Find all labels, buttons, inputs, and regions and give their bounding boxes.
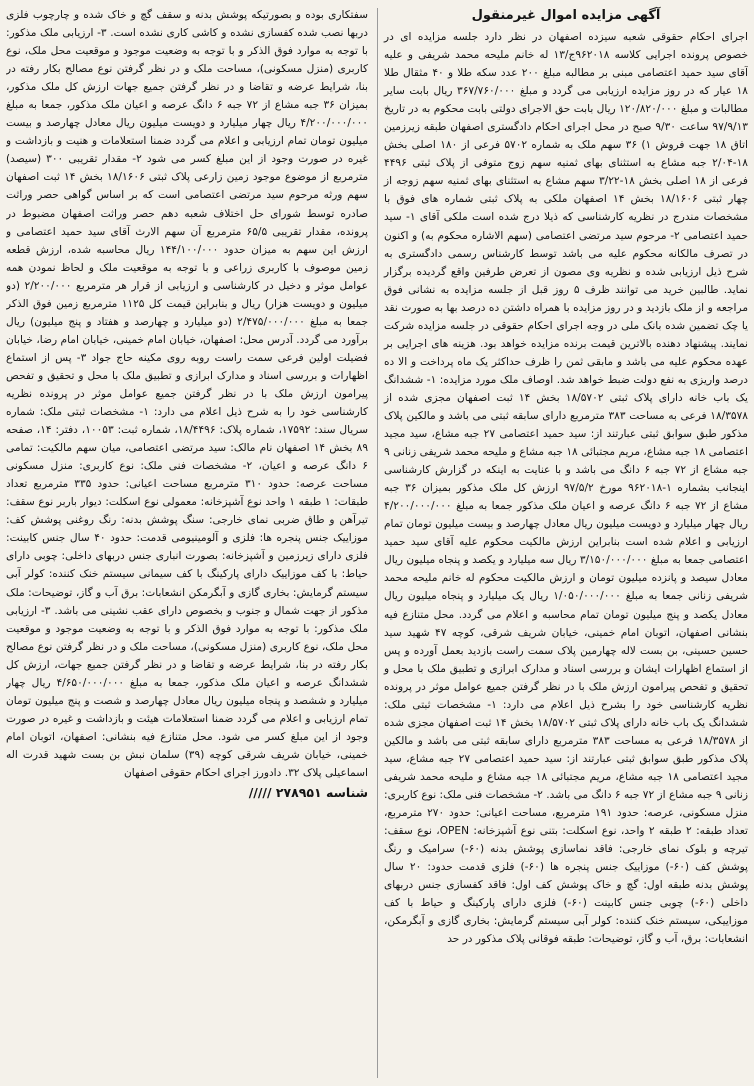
- notice-body-left: سفتکاری بوده و بصورتیکه پوشش بدنه و سقف گچ و خاک شده و چارچوب فلزی دربها نصب شده کفسازی نشده و کاشی کاری نشده است. ۳- ارزیابی ملک مذکور: با توجه به موارد فوق الذکر و با توجه به وضعیت موجود و موقعیت محل ملک، نوع کاربری (منزل مسکونی)، مساحت ملک و در نظر گرفتن نوع مصالح بکار رفته در بنا، شرایط عرضه و تقاضا و در نظر گرفتن جمیع جهات ارزش کل ملک مذکور، بمیزان ۳۶ جبه مشاع از ۷۲ جبه ۶ دانگ عرصه و اعیان ملک مذکور، جمعا به مبلغ ۴/۲۰۰/۰۰۰/۰۰۰ ریال چهار میلیارد و دویست میلیون ریال معادل چهارصد و بیست میلیون تومان تمام ارزیابی و اعلام می گردد ضمنا استعلامات و هنیت و بازداشت و غیره در صورت وجود از این مبلغ کسر می شود ۲- مقدار تقریبی ۳۰۰ (سیصد) مترمربع از موضوع موجود زمین زارعی پلاک ثبتی ۱۸/۱۶۰۶ بخش ۱۴ ثبت اصفهان سهم ورثه مرحوم سید مرتضی اعتصامی است که بر اساس گواهی حصر وراثت صادره توسط شورای حل اختلاف شعبه دهم حصر وراثت اصفهان مضبوط در پرونده، مقدار تقریبی ۶۵/۵ مترمربع آن سهم الارث آقای سید حمید اعتصامی و ارزش این سهم به میزان حدود ۱۴۴/۱۰۰/۰۰۰ ریال محاسبه شده، ارزش قطعه زمین موصوف با کاربری زراعی و با توجه به موقعیت ملک و لحاظ نمودن همه عوامل موثر و دخیل در کارشناسی و ارزیابی از قرار هر مترمربع ۲/۲۰۰/۰۰۰ (دو میلیون و دویست هزار) ریال و بنابراین قیمت کل ۱۱۲۵ مترمربع زمین فوق الذکر جمعا به مبلغ ۲/۴۷۵/۰۰۰/۰۰۰ (دو میلیارد و چهارصد و هفتاد و پنج میلیون) ریال برآورد می گردد. آدرس محل: اصفهان، خیابان امام خمینی، خیابان امام رضا، خیابان فضیلت اولین فرعی سمت راست روبه روی مکینه حاج جواد ۳- پس از استماع اظهارات و بررسی اسناد و مدارک ابرازی و تطبیق ملک با محل و تحقیق و تفحص پیرامون ارزش ملک با در نظر گرفتن جمیع عوامل موثر در پرونده نظریه کارشناسی خود را به شرح ذیل اعلام می دارد: ۱- مشخصات ثبتی ملک: شماره سریال سند: ۱۷۵۹۲، شماره پلاک: ۱۸/۴۴۹۶، شماره ثبت: ۱۰۰۵۳، دفتر: ۱۴، صفحه ۸۹ بخش ۱۴ اصفهان نام مالک: سید مرتضی اعتصامی، میان سهم مالکیت: تمامی ۶ دانگ عرصه و اعیان، ۲- مشخصات فنی ملک: نوع کاربری: منزل مسکونی مساحت عرصه: حدود ۳۱۰ مترمربع مساحت اعیانی: حدود ۳۳۵ مترمربع تعداد طبقات: ۱ طبقه ۱ واحد نوع آشپزخانه: معمولی نوع اسکلت: دیوار باربر نوع سقف: تیرآهن و طاق ضربی نمای خارجی: سنگ پوشش بدنه: رنگ روغنی پوشش کف: موزاییک جنس پنجره ها: فلزی و آلومینیومی قدمت: حدود ۴۰ سال جنس کابینت: فلزی دارای زیرزمین و آشپزخانه: بصورت انباری جنس دربهای داخلی: چوبی دارای حیاط: با کف موزاییک دارای پارکینگ با کف سیمانی سیستم خنک کننده: کولر آبی سیستم گرمایش: بخاری گازی و آبگرمکن انشعابات: برق آب و گاز، توضیحات: ملک مذکور از جهت شمال و جنوب و بخصوص دارای عقب نشینی می باشد. ۳- ارزیابی ملک مذکور: با توجه به موارد فوق الذکر و با توجه به وضعیت موجود و موقعیت محل ملک، نوع کاربری (منزل مسکونی)، مساحت ملک و در نظر گرفتن نوع مصالح بکار رفته در بنا، شرایط عرضه و تقاضا و در نظر گرفتن جمیع جهات، ارزش کل ششدانگ عرصه و اعیان ملک مذکور، جمعا به مبلغ ۴/۶۵۰/۰۰۰/۰۰۰ ریال چهار میلیارد و ششصد و پنجاه میلیون ریال معادل چهارصد و شصت و پنج میلیون تومان تمام ارزیابی و اعلام می گردد ضمنا استعلامات هیئت و بازداشت و غیره در صورت وجود از این مبلغ کسر می شود. محل متنازع فیه بنشانی: اصفهان، اتوبان امام خمینی، خیابان شریف شرقی کوچه (۳۹) سلمان نبش بن بست شهید قدرت اله اسماعیلی پلاک ۳۲. دادورز اجرای احکام حقوقی اصفهان: [6, 9, 369, 779]
- tracking-id: شناسه ۲۷۸۹۵۱ /////: [248, 785, 368, 801]
- notice-column-right: [380, 6, 748, 1080]
- notice-body-right: اجرای احکام حقوقی شعبه سیزده اصفهان در نظر دارد جلسه مزایده ای در خصوص پرونده اجرایی کلاسه ۹۶۲۰۱۸ج/۱۳ له خانم ملیحه محمد شریفی و علیه آقای سید حمید اعتصامی مبنی بر مطالبه مبلغ ۲۰۰ عدد سکه طلا و ۴۰ مثقال طلا ۱۸ عیار که در روز مزایده ارزیابی می گردد و مبلغ ۳۶۷/۷۶۰/۰۰۰ ریال بابت سایر مطالبات و مبلغ ۱۲۰/۸۲۰/۰۰۰ ریال بابت حق الاجرای دولتی بابت محکوم به در تاریخ ۹۷/۹/۱۳ ساعت ۹/۳۰ صبح در محل اجرای احکام دادگستری اصفهان طبقه زیرزمین اتاق ۱۸ جهت فروش ۱) ۳۶ سهم ملک به شماره ۵۷۰۲ فرعی از ۱۸۰ اصلی بخش ۱۸-۲/۰۴ جبه مشاع به استثنای بهای ثمنیه سهم زوج متوفی از پلاک ثبتی ۴۴۹۶ فرعی از ۱۸ اصلی بخش ۱۸-۳/۲۲ سهم مشاع به استثنای بهای ثمنیه سهم زوجه از چهار ثبتی ۱۸/۱۶۰۶ بخش ۱۴ اصفهان ملکی به پلاک ثبتی شماره های فوق با مشخصات مندرج در نظریه کارشناسی که ذیلا درج شده است ملکی آقای ۱- سید حمید اعتصامی ۲- مرحوم سید مرتضی اعتصامی (سهم الاشاره محکوم به) و اکنون در تصرف مالکانه محکوم علیه می باشد توسط کارشناس رسمی دادگستری به شرح ذیل ارزیابی شده و نظریه وی مصون از تعرض طرفین واقع گردیده برگزار نماید. طالبین خرید می توانند ظرف ۵ روز قبل از جلسه مزایده به نشانی فوق مراجعه و از ملک بازدید و در روز مزایده با همراه داشتن ده درصد بها به صورت نقد یا چک تضمین شده بانک ملی در وجه اجرای احکام حقوقی در جلسه مزایده شرکت نمایند. پیشنهاد دهنده بالاترین قیمت برنده مزایده خواهد بود. هزینه های اجرایی بر عهده محکوم علیه می باشد و مابقی ثمن را ظرف حداکثر یک ماه پرداخت و الا ده درصد واریزی به نفع دولت ضبط خواهد شد. اوصاف ملک مورد مزایده: ۱- ششدانگ یک باب خانه دارای پلاک ثبتی ۱۸/۵۷۰۲ بخش ۱۴ ثبت اصفهان مجزی شده از ۱۸/۳۵۷۸ فرعی به مساحت ۳۸۳ مترمربع دارای سابقه ثبتی می باشد و مالکین پلاک مذکور طبق سوابق ثبتی عبارتند از: سید حمید اعتصامی ۲۷ جبه مشاع، سید مجید اعتصامی ۱۸ جبه مشاع، مریم مجتبائی ۱۸ جبه مشاع و ملیحه محمد شریفی زنانی ۹ جبه مشاع از ۷۲ جبه ۶ دانگ می باشد و با عنایت به اینکه در گزارش کارشناسی اینجانب بشماره ۱-۹۶۲۰۱۸ مورخ ۹۷/۵/۲ ارزش کل ملک مذکور بمیزان ۳۶ جبه مشاع از ۷۲ جبه ۶ دانگ عرصه و اعیان ملک مذکور جمعا به مبلغ ۴/۲۰۰/۰۰۰/۰۰۰ ریال چهار میلیارد و دویست میلیون ریال معادل چهارصد و بیست میلیون تومان تمام ارزیابی و اعلام شده است بنابراین ارزش مالکیت محکوم علیه آقای سید حمید اعتصامی جمعا به مبلغ ۳/۱۵۰/۰۰۰/۰۰۰ ریال سه میلیارد و یکصد و پنجاه میلیون ریال معادل سیصد و پانزده میلیون تومان و ارزش مالکیت محکوم له خانم ملیحه محمد شریفی زنانی جمعا به مبلغ ۱/۰۵۰/۰۰۰/۰۰۰ ریال یک میلیارد و پنجاه میلیون ریال معادل یکصد و پنج میلیون تومان تمام محاسبه و اعلام می گردد. محل متنازع فیه بنشانی اصفهان، اتوبان امام خمینی، خیابان شریف شرقی، کوچه ۴۷ شهید سید حسین حسینی، بن بست لاله چهارمین پلاک سمت راست بازدید بعمل آورده و پس از استماع اظهارات ایشان و بررسی اسناد و مدارک ابرازی و تطبیق ملک با محل و تحقیق و تفحص پیرامون ارزش ملک با در نظر گرفتن جمیع عوامل موثر در پرونده نظریه کارشناسی خود را بشرح ذیل اعلام می دارد: ۱- مشخصات ثبتی ملک: ششدانگ یک باب خانه دارای پلاک ثبتی ۱۸/۵۷۰۲ بخش ۱۴ ثبت اصفهان مجزی شده از ۱۸/۳۵۷۸ فرعی به مساحت ۳۸۳ مترمربع دارای سابقه ثبتی می باشد و مالکین پلاک مذکور طبق سوابق ثبتی عبارتند از: سید حمید اعتصامی ۲۷ جبه مشاع، سید مجید اعتصامی ۱۸ جبه مشاع، مریم مجتبائی ۱۸ جبه مشاع و ملیحه محمد شریفی زنانی ۹ جبه مشاع از ۷۲ جبه ۶ دانگ می باشد. ۲- مشخصات فنی ملک: نوع کاربری: منزل مسکونی، عرصه: حدود ۱۹۱ مترمربع، مساحت اعیانی: حدود ۲۷۰ مترمربع، تعداد طبقه: ۲ طبقه ۲ واحد، نوع اسکلت: بتنی نوع آشپزخانه: OPEN، نوع سقف: تیرچه و بلوک نمای خارجی: فاقد نماسازی پوشش بدنه (۶۰-) سرامیک و رنگ پوشش کف (۶۰-) موزاییک جنس پنجره ها (۶۰-) فلزی قدمت حدود: ۲۰ سال پوشش بدنه طبقه اول: گچ و خاک پوشش کف اول: فاقد کفسازی جنس دربهای داخلی (۶۰-) چوبی جنس کابینت (۶۰-) فلزی دارای پارکینگ و حیاط با کف موزاییکی، سیستم خنک کننده: کولر آبی سیستم گرمایش: بخاری گازی و آبگرمکن، انشعابات: برق، آب و گاز، توضیحات: طبقه فوقانی پلاک مذکور در حد: [384, 31, 748, 946]
- column-divider: [377, 8, 378, 1078]
- notice-column-left: [6, 6, 372, 846]
- notice-title: آگهی مزایده اموال غیرمنقول: [471, 8, 661, 23]
